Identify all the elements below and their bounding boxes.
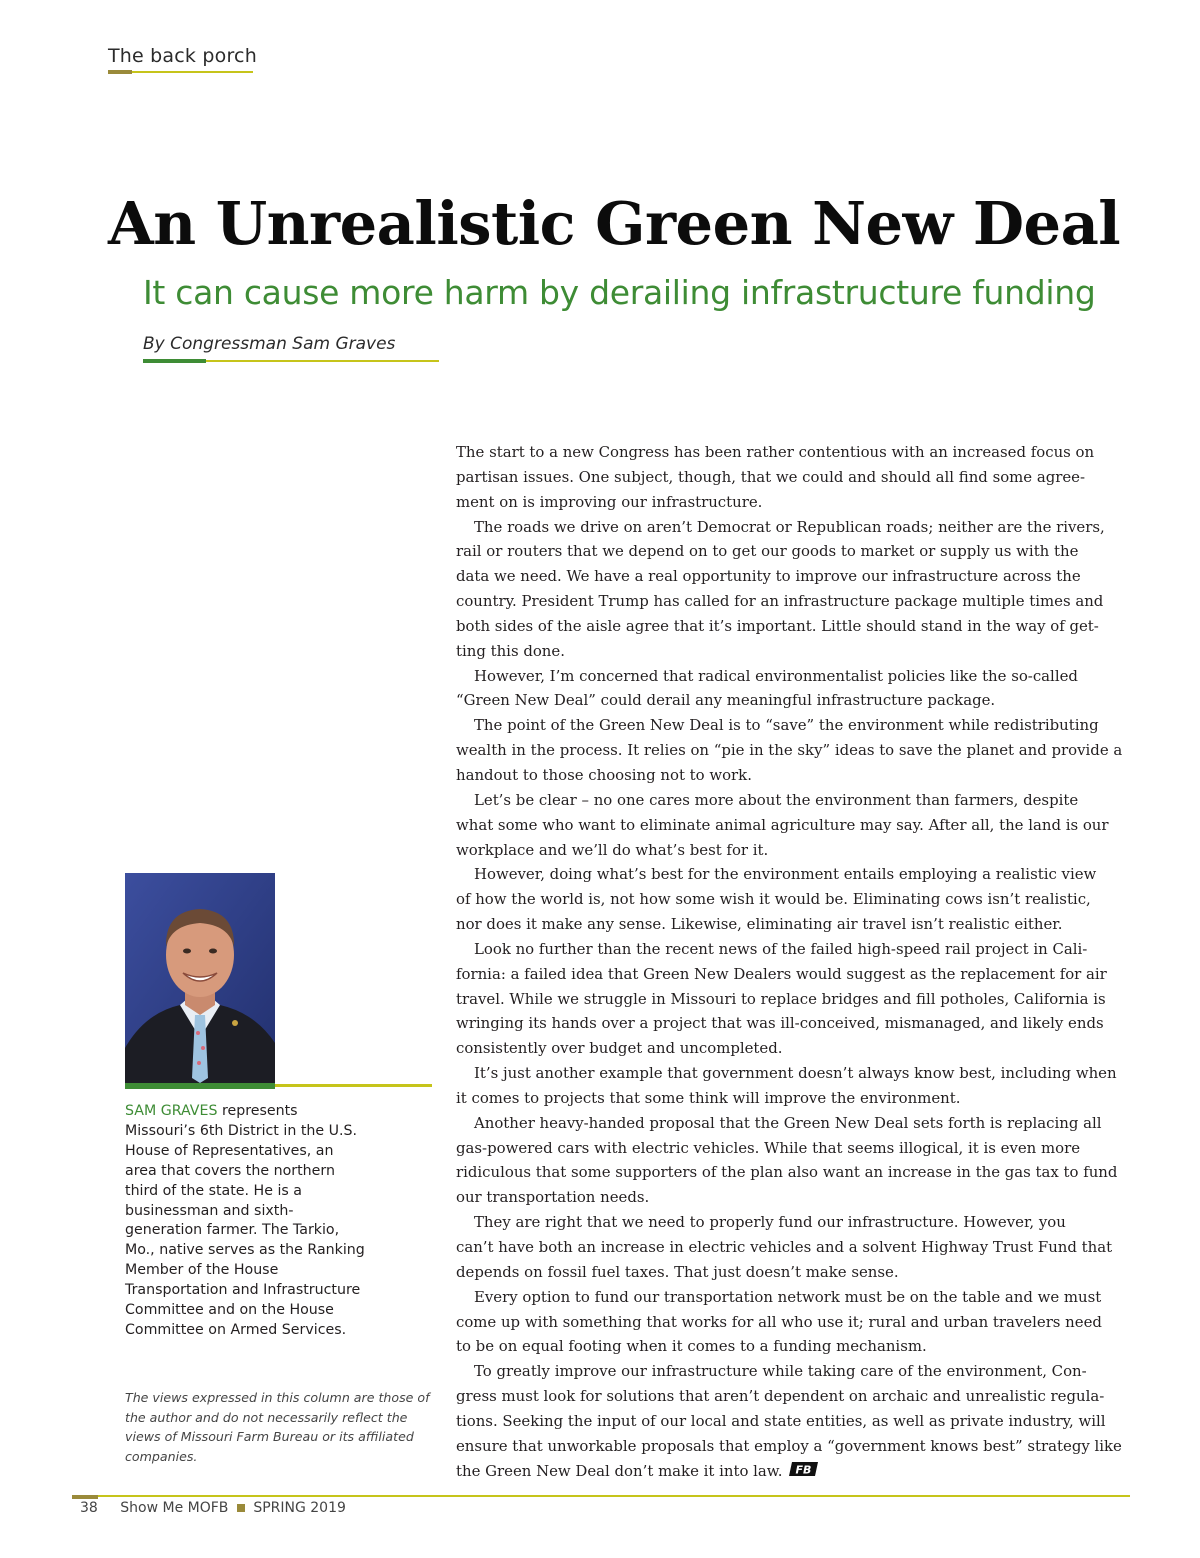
body-line <box>456 1210 1128 1235</box>
body-line-text: However, doing what’s best for the environment entails employing a realistic view <box>474 865 1097 884</box>
body-line <box>456 440 1128 465</box>
body-line-text: Every option to fund our transportation network must be on the table and we must <box>474 1287 1102 1306</box>
body-line-text: can’t have both an increase in electric vehicles and a solvent Highway Trust Fund that <box>456 1238 1113 1256</box>
body-line-text: both sides of the aisle agree that it’s important. Little should stand in the way of get- <box>456 616 1099 635</box>
body-line-text: The roads we drive on aren’t Democrat or Republican roads; neither are the rivers, <box>474 517 1105 536</box>
farm-bureau-logo-icon <box>789 1461 819 1477</box>
body-line-text: come up with something that works for all who use it; rural and urban travelers need <box>456 1312 1102 1331</box>
body-line-text: The start to a new Congress has been rather contentious with an increased focus on <box>456 443 1095 461</box>
body-line-text: The point of the Green New Deal is to “save” the environment while redistributing <box>474 716 1099 735</box>
body-line-text: fornia: a failed idea that Green New Dealers would suggest as the replacement for air <box>456 964 1107 983</box>
body-line <box>456 1285 1128 1310</box>
body-line <box>456 713 1128 738</box>
article-body <box>456 440 1128 1483</box>
bio-text: represents Missouri’s 6th District in the U.S. House of Representatives, an area that covers the northern third of the state. He is a businessman and sixth-generation farmer. The Tarkio, Mo., native serves as the Ranking Member of the House Transportation and Infrastructure Committee and on the House Committee on Armed Services. <box>125 1103 365 1338</box>
body-line-text: ensure that unworkable proposals that employ a “government knows best” strategy like <box>456 1436 1122 1455</box>
body-line <box>456 1061 1128 1086</box>
body-line <box>456 1434 1128 1459</box>
footer <box>80 1500 346 1516</box>
body-line <box>456 1459 1128 1484</box>
body-line-text: what some who want to eliminate animal agriculture may say. After all, the land is our <box>456 815 1109 834</box>
headline: An Unrealistic Green New Deal <box>108 189 1121 258</box>
body-line <box>456 1409 1128 1434</box>
body-line-text: handout to those choosing not to work. <box>456 765 752 784</box>
body-line-text: to be on equal footing when it comes to a funding mechanism. <box>456 1337 927 1356</box>
body-line <box>456 1086 1128 1111</box>
body-line <box>456 1359 1128 1384</box>
body-line <box>456 1011 1128 1036</box>
byline-rule-accent <box>143 359 206 363</box>
page-number: 38 <box>80 1500 98 1516</box>
body-line <box>456 539 1128 564</box>
issue-date: SPRING 2019 <box>253 1500 346 1516</box>
footer-rule-accent <box>72 1495 98 1499</box>
body-line <box>456 465 1128 490</box>
photo-rule-accent <box>125 1083 275 1089</box>
body-line-text: rail or routers that we depend on to get our goods to market or supply us with the <box>456 542 1079 561</box>
byline: By Congressman Sam Graves <box>143 334 396 354</box>
byline-rule <box>206 360 439 362</box>
body-line-text: ridiculous that some supporters of the plan also want an increase in the gas tax to fund <box>456 1163 1118 1182</box>
body-line-text: workplace and we’ll do what’s best for it. <box>456 840 769 859</box>
body-line <box>456 515 1128 540</box>
body-line <box>456 688 1128 713</box>
logo-text: FB <box>795 1463 811 1477</box>
footer-separator-icon <box>237 1504 245 1512</box>
body-line <box>456 887 1128 912</box>
body-line-text: gress must look for solutions that aren’t dependent on archaic and unrealistic regula- <box>456 1387 1105 1406</box>
body-line <box>456 1111 1128 1136</box>
body-line-text: “Green New Deal” could derail any meaningful infrastructure package. <box>456 691 996 710</box>
body-line-text: gas-powered cars with electric vehicles. While that seems illogical, it is even more <box>456 1138 1081 1157</box>
photo-rule <box>275 1084 432 1087</box>
body-line <box>456 838 1128 863</box>
body-line <box>456 738 1128 763</box>
body-line-text: our transportation needs. <box>456 1188 650 1207</box>
body-line <box>456 1260 1128 1285</box>
body-line-text: nor does it make any sense. Likewise, eliminating air travel isn’t realistic either. <box>456 915 1063 934</box>
body-line <box>456 490 1128 515</box>
body-line <box>456 664 1128 689</box>
body-line-text: It’s just another example that government doesn’t always know best, including when <box>474 1064 1117 1083</box>
body-line-text: data we need. We have a real opportunity to improve our infrastructure across the <box>456 567 1081 586</box>
body-line <box>456 1036 1128 1061</box>
body-line <box>456 614 1128 639</box>
body-line-text: the Green New Deal don’t make it into law. <box>456 1461 783 1480</box>
body-line <box>456 1334 1128 1359</box>
body-line-text: consistently over budget and uncompleted. <box>456 1039 783 1058</box>
body-line <box>456 763 1128 788</box>
body-line <box>456 564 1128 589</box>
body-line-text: They are right that we need to properly fund our infrastructure. However, you <box>474 1213 1066 1232</box>
body-line-text: it comes to projects that some think will improve the environment. <box>456 1088 961 1107</box>
body-line-text: Let’s be clear – no one cares more about the environment than farmers, despite <box>474 790 1079 809</box>
bio-author-name: SAM GRAVES <box>125 1103 218 1119</box>
body-line-text: To greatly improve our infrastructure while taking care of the environment, Con- <box>474 1362 1087 1381</box>
body-line <box>456 1310 1128 1335</box>
disclaimer: The views expressed in this column are those of the author and do not necessarily reflect the views of Missouri Farm Bureau or its affiliated companies. <box>125 1390 430 1465</box>
body-line <box>456 987 1128 1012</box>
body-line <box>456 1160 1128 1185</box>
body-line-text: tions. Seeking the input of our local and state entities, as well as private industry, will <box>456 1411 1106 1430</box>
body-line <box>456 937 1128 962</box>
body-line-text: ment on is improving our infrastructure. <box>456 492 763 511</box>
section-label-rule <box>132 71 253 73</box>
body-line-text: wringing its hands over a project that was ill-conceived, mismanaged, and likely ends <box>456 1014 1104 1033</box>
body-line <box>456 862 1128 887</box>
body-line <box>456 639 1128 664</box>
body-line-text: Look no further than the recent news of the failed high-speed rail project in Cali- <box>474 939 1088 958</box>
body-line <box>456 962 1128 987</box>
body-line <box>456 788 1128 813</box>
subheadline: It can cause more harm by derailing infrastructure funding <box>143 273 1096 312</box>
body-line-text: partisan issues. One subject, though, that we could and should all find some agree- <box>456 467 1086 486</box>
body-line-text: Another heavy-handed proposal that the Green New Deal sets forth is replacing all <box>474 1113 1102 1132</box>
body-line <box>456 1136 1128 1161</box>
author-photo <box>125 873 275 1083</box>
footer-rule <box>72 1495 1130 1497</box>
body-line <box>456 813 1128 838</box>
section-label: The back porch <box>108 45 257 67</box>
author-bio <box>125 1102 365 1341</box>
body-line-text: depends on fossil fuel taxes. That just doesn’t make sense. <box>456 1262 899 1281</box>
body-line-text: travel. While we struggle in Missouri to replace bridges and fill potholes, California is <box>456 989 1106 1008</box>
body-line-text: wealth in the process. It relies on “pie in the sky” ideas to save the planet and provide a <box>456 741 1123 760</box>
body-line-text: country. President Trump has called for an infrastructure package multiple times and <box>456 592 1104 611</box>
body-line <box>456 1235 1128 1260</box>
author-portrait-icon <box>125 873 275 1083</box>
body-line <box>456 1185 1128 1210</box>
body-line <box>456 589 1128 614</box>
publication-name: Show Me MOFB <box>120 1500 229 1516</box>
section-label-rule-accent <box>108 70 132 74</box>
body-line <box>456 912 1128 937</box>
body-line-text: ting this done. <box>456 641 565 660</box>
body-line-text: However, I’m concerned that radical environmentalist policies like the so-called <box>474 666 1078 685</box>
body-line <box>456 1384 1128 1409</box>
body-line-text: of how the world is, not how some wish it would be. Eliminating cows isn’t realistic, <box>456 890 1091 909</box>
